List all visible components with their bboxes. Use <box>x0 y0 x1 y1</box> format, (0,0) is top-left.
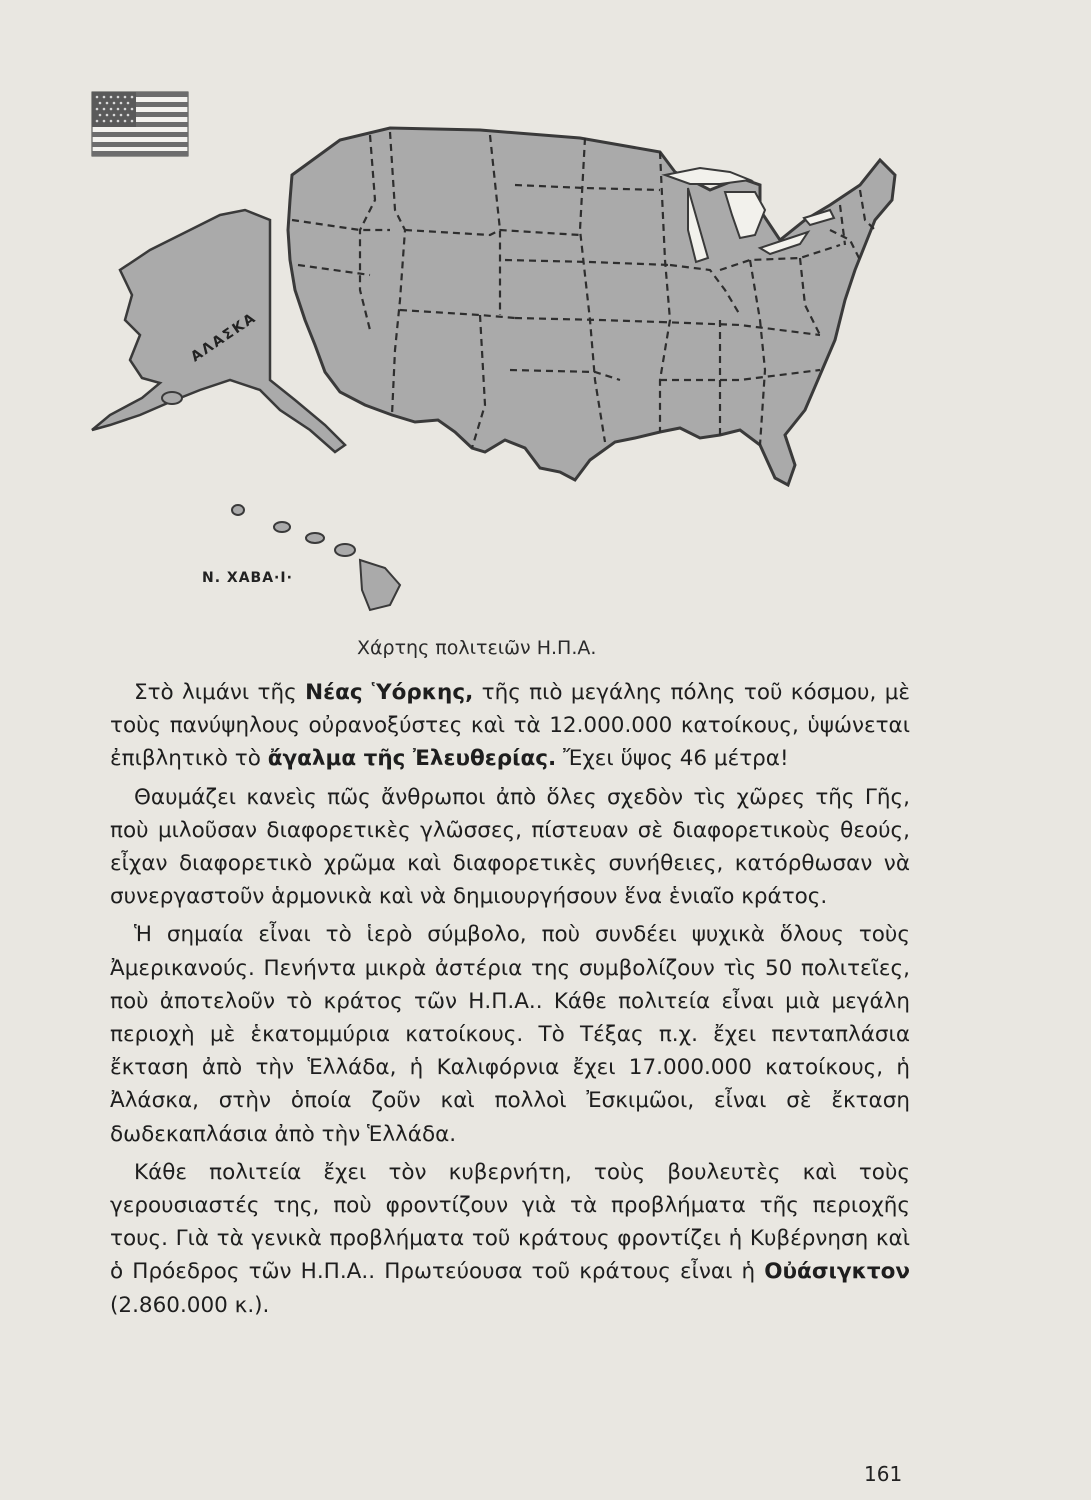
washington-bold: Οὐάσιγκτον <box>764 1259 910 1285</box>
statue-of-liberty-bold: ἄγαλμα τῆς Ἐλευθερίας. <box>267 746 557 772</box>
paragraph-1-text-a: Στὸ λιμάνι τῆς <box>134 680 306 705</box>
usa-map-figure <box>60 80 920 680</box>
paragraph-4 <box>110 1156 910 1322</box>
paragraph-2: Θαυμάζει κανεὶς πῶς ἄνθρωποι ἀπὸ ὅλες σχεδὸν τὶς χῶρες τῆς Γῆς, ποὺ μιλοῦσαν διαφορετικὲς γλῶσσες, πίστευαν σὲ διαφορετικοὺς θεούς, εἶχαν διαφορετικὸ χρῶμα καὶ διαφορετικὲς συνήθειες, κατόρθωσαν νὰ συνεργαστοῦν ἁρμονικὰ καὶ νὰ δημιουργήσουν ἕνα ἑνιαῖο κράτος. <box>110 784 910 910</box>
paragraph-3: Ἡ σημαία εἶναι τὸ ἱερὸ σύμβολο, ποὺ συνδέει ψυχικὰ ὅλους τοὺς Ἀμερικανούς. Πενήντα μικρὰ ἀστέρια της συμβολίζουν τὶς 50 πολιτεῖες, ποὺ ἀποτελοῦν τὸ κράτος τῶν Η.Π.Α.. Κάθε πολιτεία εἶναι μιὰ μεγάλη περιοχὴ μὲ ἑκατομμύρια κατοίκους. Τὸ Τέξας π.χ. ἔχει πενταπλάσια ἔκταση ἀπὸ τὴν Ἑλλάδα, ἡ Καλιφόρνια ἔχει 17.000.000 κατοίκους, ἡ Ἀλάσκα, στὴν ὁποία ζοῦν καὶ πολλοὶ Ἐσκιμῶοι, εἶναι σὲ ἔκταση δωδεκαπλάσια ἀπὸ τὴν Ἑλλάδα. <box>110 922 910 1147</box>
new-york-bold: Νέας Ὑόρκης, <box>305 680 474 705</box>
continental-usa-shape <box>288 128 895 485</box>
paragraph-1-text-b: τῆς πιὸ μεγάλης πόλης τοῦ κόσμου, μὲ τοὺς πανύψηλους οὐρανοξύστες καὶ τὰ 12.000.000 κατοίκους, ὑψώνεται ἐπιβλητικὸ τὸ <box>110 680 910 772</box>
hawaii-label: Ν. ΧΑΒΑ·Ι· <box>202 570 293 586</box>
hawaii-islands <box>232 505 400 610</box>
page-number: 161 <box>864 1462 903 1486</box>
map-caption: Χάρτης πολιτειῶν Η.Π.Α. <box>357 637 597 659</box>
us-flag-icon <box>92 92 188 156</box>
paragraph-4-text-b: (2.860.000 κ.). <box>110 1292 270 1318</box>
paragraph-4-text-a: Κάθε πολιτεία ἔχει τὸν κυβερνήτη, τοὺς βουλευτὲς καὶ τοὺς γερουσιαστές της, ποὺ φροντίζουν γιὰ τὰ προβλήματα τῆς περιοχῆς τους. Γιὰ τὰ γενικὰ προβλήματα τοῦ κράτους φροντίζει ἡ Κυβέρνηση καὶ ὁ Πρόεδρος τῶν Η.Π.Α.. Πρωτεύουσα τοῦ κράτους εἶναι ἡ <box>110 1159 910 1285</box>
usa-map-svg <box>60 80 920 680</box>
paragraph-1-text-c: Ἔχει ὕψος 46 μέτρα! <box>556 746 789 772</box>
alaska-label: ΑΛΑΣΚΑ <box>188 309 260 366</box>
body-text <box>110 676 910 1327</box>
paragraph-1 <box>110 676 910 776</box>
